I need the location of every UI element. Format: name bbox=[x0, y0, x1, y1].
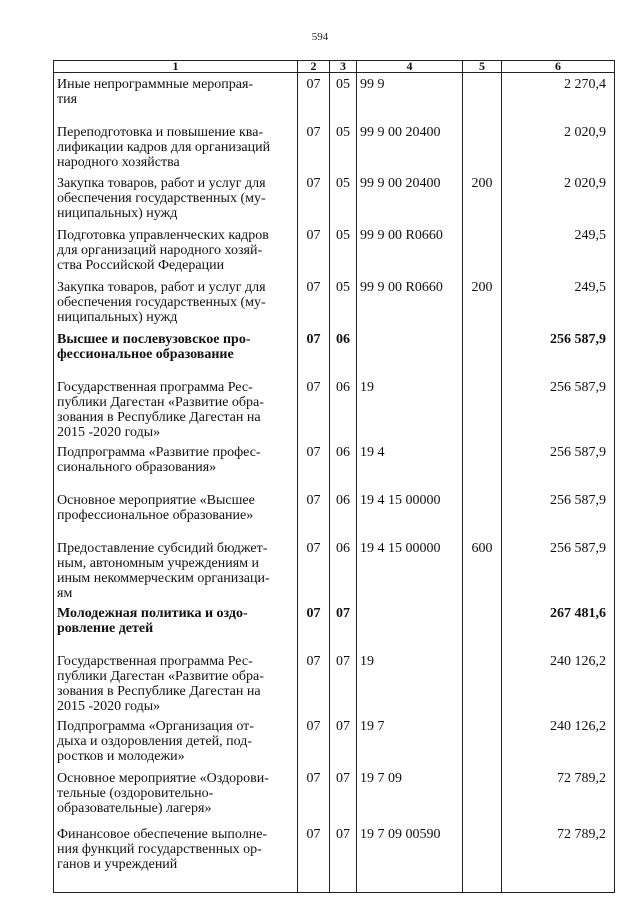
row-subsection-cell: 05 bbox=[330, 172, 357, 224]
empty-cell bbox=[357, 872, 463, 893]
budget-table bbox=[53, 60, 615, 893]
row-name-line: Основное мероприятие «Высшее bbox=[57, 493, 255, 508]
row-name-line: ростков и молодежи» bbox=[57, 749, 185, 764]
row-target-item-cell: 99 9 00 20400 bbox=[357, 121, 463, 172]
row-subsection-cell: 05 bbox=[330, 276, 357, 328]
row-amount-cell: 2 020,9 bbox=[502, 172, 615, 224]
row-name-line: тельные (оздоровительно- bbox=[57, 786, 214, 801]
row-name-line: зования в Республике Дагестан на bbox=[57, 684, 261, 699]
row-expense-type-cell bbox=[463, 121, 502, 172]
row-target-item-cell bbox=[357, 602, 463, 650]
table-row bbox=[54, 172, 615, 224]
row-subsection-cell: 07 bbox=[330, 602, 357, 650]
empty-cell bbox=[330, 872, 357, 893]
row-target-item-cell: 19 7 09 00590 bbox=[357, 823, 463, 872]
empty-cell bbox=[54, 872, 298, 893]
column-header-section: 2 bbox=[298, 61, 330, 73]
row-expense-type-cell bbox=[463, 328, 502, 376]
row-name-line: ным, автономным учреждениям и bbox=[57, 556, 260, 571]
row-name-line: обеспечения государственных (му- bbox=[57, 295, 266, 310]
row-subsection-cell: 06 bbox=[330, 328, 357, 376]
row-name-line: Государственная программа Рес- bbox=[57, 654, 253, 669]
row-target-item-cell: 19 7 09 bbox=[357, 767, 463, 823]
row-name-line: Молодежная политика и оздо- bbox=[57, 606, 248, 621]
row-section-cell: 07 bbox=[298, 172, 330, 224]
row-name-cell bbox=[54, 73, 298, 122]
row-name-line: ниципальных) нужд bbox=[57, 206, 178, 221]
row-name-line: Государственная программа Рес- bbox=[57, 380, 253, 395]
row-amount-cell: 256 587,9 bbox=[502, 376, 615, 441]
row-target-item-cell: 99 9 00 R0660 bbox=[357, 276, 463, 328]
table-row bbox=[54, 767, 615, 823]
row-name-cell bbox=[54, 441, 298, 489]
row-name-line: Подпрограмма «Развитие профес- bbox=[57, 445, 261, 460]
row-name-line: Предоставление субсидий бюджет- bbox=[57, 541, 268, 556]
row-expense-type-cell bbox=[463, 376, 502, 441]
row-name-line: иным некоммерческим организаци- bbox=[57, 571, 270, 586]
row-name-line: ниципальных) нужд bbox=[57, 310, 178, 325]
row-target-item-cell: 19 bbox=[357, 376, 463, 441]
table-row bbox=[54, 602, 615, 650]
row-target-item-cell: 99 9 00 20400 bbox=[357, 172, 463, 224]
empty-cell bbox=[502, 872, 615, 893]
row-name-line: профессиональное образование» bbox=[57, 508, 254, 523]
row-name-cell bbox=[54, 376, 298, 441]
row-target-item-cell: 19 4 15 00000 bbox=[357, 489, 463, 537]
row-expense-type-cell bbox=[463, 602, 502, 650]
row-subsection-cell: 06 bbox=[330, 441, 357, 489]
page-number: 594 bbox=[311, 31, 329, 43]
row-name-line: лификации кадров для организаций bbox=[57, 140, 271, 155]
row-section-cell: 07 bbox=[298, 441, 330, 489]
row-section-cell: 07 bbox=[298, 823, 330, 872]
row-name-line: Иные непрограммные меропрая- bbox=[57, 77, 254, 92]
row-expense-type-cell bbox=[463, 715, 502, 767]
row-expense-type-cell bbox=[463, 767, 502, 823]
row-subsection-cell: 05 bbox=[330, 224, 357, 276]
row-name-cell bbox=[54, 767, 298, 823]
row-target-item-cell: 19 7 bbox=[357, 715, 463, 767]
row-expense-type-cell bbox=[463, 489, 502, 537]
row-section-cell: 07 bbox=[298, 328, 330, 376]
empty-cell bbox=[298, 872, 330, 893]
row-name-line: фессиональное образование bbox=[57, 347, 234, 362]
row-amount-cell: 2 020,9 bbox=[502, 121, 615, 172]
row-section-cell: 07 bbox=[298, 376, 330, 441]
row-name-line: Подготовка управленческих кадров bbox=[57, 228, 269, 243]
row-name-cell bbox=[54, 715, 298, 767]
row-amount-cell: 267 481,6 bbox=[502, 602, 615, 650]
table-row bbox=[54, 276, 615, 328]
row-section-cell: 07 bbox=[298, 224, 330, 276]
row-name-line: дыха и оздоровления детей, под- bbox=[57, 734, 253, 749]
row-target-item-cell: 99 9 bbox=[357, 73, 463, 122]
table-row bbox=[54, 537, 615, 602]
row-name-line: 2015 -2020 годы» bbox=[57, 425, 161, 440]
table-row bbox=[54, 489, 615, 537]
row-amount-cell: 72 789,2 bbox=[502, 823, 615, 872]
table-row bbox=[54, 73, 615, 122]
row-name-cell bbox=[54, 602, 298, 650]
row-section-cell: 07 bbox=[298, 489, 330, 537]
row-name-line: обеспечения государственных (му- bbox=[57, 191, 266, 206]
row-section-cell: 07 bbox=[298, 602, 330, 650]
row-name-line: Финансовое обеспечение выполне- bbox=[57, 827, 268, 842]
row-name-line: народного хозяйства bbox=[57, 155, 180, 170]
row-expense-type-cell bbox=[463, 650, 502, 715]
row-subsection-cell: 07 bbox=[330, 767, 357, 823]
row-name-line: ям bbox=[57, 586, 73, 601]
row-name-line: публики Дагестан «Развитие обра- bbox=[57, 395, 264, 410]
row-section-cell: 07 bbox=[298, 276, 330, 328]
row-target-item-cell: 19 bbox=[357, 650, 463, 715]
row-name-line: Закупка товаров, работ и услуг для bbox=[57, 176, 266, 191]
row-section-cell: 07 bbox=[298, 537, 330, 602]
row-amount-cell: 256 587,9 bbox=[502, 489, 615, 537]
row-subsection-cell: 07 bbox=[330, 650, 357, 715]
row-name-line: ния функций государственных ор- bbox=[57, 842, 262, 857]
row-name-line: ганов и учреждений bbox=[57, 857, 178, 872]
row-name-line: для организаций народного хозяй- bbox=[57, 243, 263, 258]
column-header-target-item: 4 bbox=[357, 61, 463, 73]
table-body bbox=[54, 73, 615, 893]
row-subsection-cell: 06 bbox=[330, 537, 357, 602]
row-name-line: сионального образования» bbox=[57, 460, 217, 475]
column-header-name: 1 bbox=[54, 61, 298, 73]
row-section-cell: 07 bbox=[298, 715, 330, 767]
row-name-line: Закупка товаров, работ и услуг для bbox=[57, 280, 266, 295]
row-subsection-cell: 06 bbox=[330, 376, 357, 441]
row-subsection-cell: 05 bbox=[330, 121, 357, 172]
row-name-line: тия bbox=[57, 92, 78, 107]
row-name-cell bbox=[54, 537, 298, 602]
row-name-cell bbox=[54, 172, 298, 224]
row-name-line: образовательные) лагеря» bbox=[57, 801, 212, 816]
row-name-cell bbox=[54, 328, 298, 376]
row-amount-cell: 256 587,9 bbox=[502, 441, 615, 489]
table-row bbox=[54, 376, 615, 441]
table-row bbox=[54, 224, 615, 276]
row-amount-cell: 256 587,9 bbox=[502, 328, 615, 376]
table-header-row bbox=[54, 61, 615, 73]
row-amount-cell: 249,5 bbox=[502, 224, 615, 276]
column-header-expense-type: 5 bbox=[463, 61, 502, 73]
row-name-cell bbox=[54, 823, 298, 872]
row-target-item-cell: 19 4 bbox=[357, 441, 463, 489]
row-target-item-cell: 19 4 15 00000 bbox=[357, 537, 463, 602]
table-row-empty bbox=[54, 872, 615, 893]
row-subsection-cell: 07 bbox=[330, 715, 357, 767]
row-name-line: Высшее и послевузовское про- bbox=[57, 332, 251, 347]
row-name-line: Переподготовка и повышение ква- bbox=[57, 125, 264, 140]
row-amount-cell: 72 789,2 bbox=[502, 767, 615, 823]
row-name-line: ства Российской Федерации bbox=[57, 258, 225, 273]
row-subsection-cell: 05 bbox=[330, 73, 357, 122]
row-name-line: ровление детей bbox=[57, 621, 154, 636]
row-target-item-cell bbox=[357, 328, 463, 376]
row-expense-type-cell bbox=[463, 73, 502, 122]
row-expense-type-cell bbox=[463, 823, 502, 872]
row-section-cell: 07 bbox=[298, 650, 330, 715]
row-name-cell bbox=[54, 650, 298, 715]
empty-cell bbox=[463, 872, 502, 893]
row-name-line: 2015 -2020 годы» bbox=[57, 699, 161, 714]
row-name-cell bbox=[54, 224, 298, 276]
row-amount-cell: 256 587,9 bbox=[502, 537, 615, 602]
row-expense-type-cell bbox=[463, 224, 502, 276]
row-name-cell bbox=[54, 489, 298, 537]
row-expense-type-cell: 200 bbox=[463, 276, 502, 328]
row-subsection-cell: 07 bbox=[330, 823, 357, 872]
column-header-amount: 6 bbox=[502, 61, 615, 73]
row-expense-type-cell: 600 bbox=[463, 537, 502, 602]
table-row bbox=[54, 328, 615, 376]
row-section-cell: 07 bbox=[298, 121, 330, 172]
row-subsection-cell: 06 bbox=[330, 489, 357, 537]
row-name-cell bbox=[54, 276, 298, 328]
row-name-line: зования в Республике Дагестан на bbox=[57, 410, 261, 425]
row-expense-type-cell bbox=[463, 441, 502, 489]
table-row bbox=[54, 650, 615, 715]
row-target-item-cell: 99 9 00 R0660 bbox=[357, 224, 463, 276]
row-expense-type-cell: 200 bbox=[463, 172, 502, 224]
row-section-cell: 07 bbox=[298, 73, 330, 122]
row-amount-cell: 240 126,2 bbox=[502, 650, 615, 715]
row-amount-cell: 249,5 bbox=[502, 276, 615, 328]
row-amount-cell: 240 126,2 bbox=[502, 715, 615, 767]
table-row bbox=[54, 121, 615, 172]
row-section-cell: 07 bbox=[298, 767, 330, 823]
row-name-line: Подпрограмма «Организация от- bbox=[57, 719, 254, 734]
row-name-line: Основное мероприятие «Оздорови- bbox=[57, 771, 269, 786]
table-row bbox=[54, 441, 615, 489]
row-name-line: публики Дагестан «Развитие обра- bbox=[57, 669, 264, 684]
row-name-cell bbox=[54, 121, 298, 172]
table-row bbox=[54, 715, 615, 767]
table-row bbox=[54, 823, 615, 872]
column-header-subsection: 3 bbox=[330, 61, 357, 73]
row-amount-cell: 2 270,4 bbox=[502, 73, 615, 122]
